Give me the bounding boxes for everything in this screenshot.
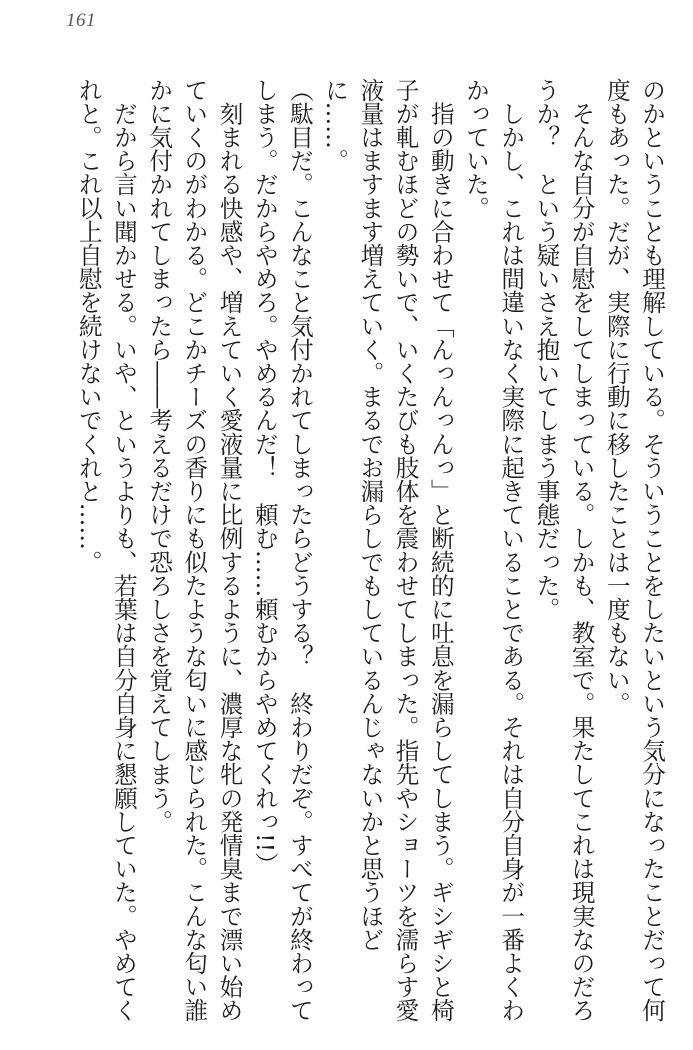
- paragraph: のかということも理解している。そういうことをしたいという気分になったことだって何度もあった。だが、実際に行動に移したことは一度もない。: [602, 78, 666, 1022]
- page-number: 161: [66, 10, 96, 31]
- paragraph: 指の動きに合わせて「んっんっんっ」と断続的に吐息を漏らしてしまう。ギシギシと椅子が軋むほどの勢いで、いくたびも肢体を震わせてしまった。指先やショーツを濡らす愛液量はますます増えていく。まるでお漏らしでもしているんじゃないかと思うほどに……。: [321, 78, 455, 1022]
- body-text: [29, 78, 669, 1026]
- paragraph: しかし、これは間違いなく実際に起きていることである。それは自分自身が一番よくわかっていた。: [461, 78, 526, 1022]
- paragraph: （駄目だ。こんなこと気付かれてしまったらどうする？ 終わりだぞ。すべてが終わってしまう。だからやめろ。やめるんだ！ 頼む……頼むからやめてくれっ!!）: [250, 78, 314, 1022]
- paragraph: そんな自分が自慰をしてしまっている。しかも、教室で。果たしてこれは現実なのだろうか？ という疑いさえ抱いてしまう事態だった。: [532, 78, 596, 1022]
- paragraph: 刻まれる快感や、増えていく愛液量に比例するように、濃厚な牝の発情臭まで漂い始めていくのがわかる。どこかチーズの香りにも似たような匂いに感じられた。こんな匂い誰かに気付かれてしまったら――考えるだけで恐ろしさを覚えてしまう。: [145, 78, 244, 1022]
- paragraph: だから言い聞かせる。いや、というよりも、若葉は自分自身に懇願していた。やめてくれと。これ以上自慰を続けないでくれと……。: [74, 78, 138, 1022]
